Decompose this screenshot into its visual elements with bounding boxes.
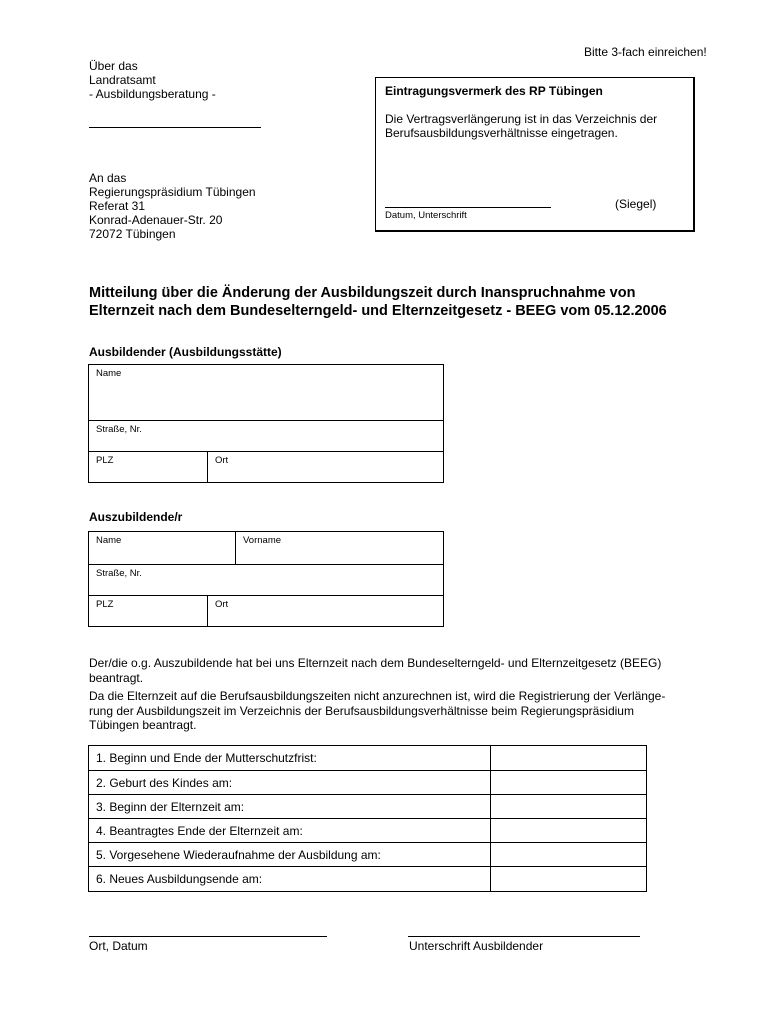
sender-signature-line (89, 127, 261, 128)
document-title (89, 284, 667, 320)
submit-note: Bitte 3-fach einreichen! (584, 45, 707, 59)
street-label: Straße, Nr. (96, 424, 142, 435)
place-date-label: Ort, Datum (89, 939, 148, 953)
trainee-street-field[interactable] (89, 564, 443, 596)
body-line: beantragt. (89, 670, 144, 685)
first-name-label: Vorname (243, 535, 282, 546)
body-line: Der/die o.g. Auszubildende hat bei uns Elternzeit nach dem Bundeselterngeld- und Elternzeitgesetz (BEEG) (89, 656, 662, 670)
zip-label: PLZ (96, 455, 114, 466)
registration-text-line: Berufsausbildungsverhältnisse eingetragen. (385, 126, 618, 140)
row-label: 3. Beginn der Elternzeit am: (96, 800, 245, 814)
date-signature-label: Datum, Unterschrift (385, 210, 467, 221)
row-value-field[interactable] (490, 746, 647, 770)
body-line: rung der Ausbildungszeit im Verzeichnis der Berufsausbildungsverhältnisse beim Regierungspräsidium (89, 703, 634, 718)
trainer-name-field[interactable] (89, 365, 443, 420)
row-value-field[interactable] (490, 795, 647, 818)
registration-text-line: Die Vertragsverlängerung ist in das Verzeichnis der (385, 112, 658, 126)
sender-line: Über das (89, 59, 138, 73)
row-value-field[interactable] (490, 819, 647, 842)
trainee-city-field[interactable] (207, 595, 444, 627)
row-label: 4. Beantragtes Ende der Elternzeit am: (96, 824, 303, 838)
row-label: 2. Geburt des Kindes am: (96, 776, 233, 790)
trainee-zip-field[interactable] (89, 595, 207, 627)
trainer-heading: Ausbildender (Ausbildungsstätte) (89, 345, 282, 359)
title-line: Elternzeit nach dem Bundeselterngeld- und Elternzeitgesetz - BEEG vom 05.12.2006 (89, 303, 667, 319)
recipient-address (89, 171, 256, 241)
trainer-city-field[interactable] (207, 451, 444, 483)
trainer-zip-field[interactable] (89, 451, 207, 483)
registration-signature-line (385, 207, 551, 208)
signature-line[interactable] (408, 936, 640, 937)
sender-line: - Ausbildungsberatung - (89, 87, 216, 101)
name-label: Name (96, 535, 122, 546)
recipient-line: An das (89, 171, 127, 185)
row-value-field[interactable] (490, 771, 647, 794)
recipient-line: Konrad-Adenauer-Str. 20 (89, 213, 223, 227)
table-row (89, 818, 646, 842)
registration-title: Eintragungsvermerk des RP Tübingen (385, 84, 603, 98)
name-label: Name (96, 368, 122, 379)
trainee-heading: Auszubildende/r (89, 510, 183, 524)
body-line: Tübingen beantragt. (89, 718, 197, 732)
body-paragraph-1 (89, 656, 729, 685)
body-line: Da die Elternzeit auf die Berufsausbildungszeiten nicht anzurechnen ist, wird die Registrierung der Verlänge- (89, 689, 666, 703)
trainee-firstname-field[interactable] (235, 532, 444, 564)
street-label: Straße, Nr. (96, 568, 142, 579)
sender-line: Landratsamt (89, 73, 156, 87)
trainer-street-field[interactable] (89, 420, 443, 452)
row-label: 1. Beginn und Ende der Mutterschutzfrist: (96, 751, 317, 765)
seal-label: (Siegel) (615, 197, 657, 211)
recipient-line: 72072 Tübingen (89, 227, 176, 241)
title-line: Mitteilung über die Änderung der Ausbildungszeit durch Inanspruchnahme von (89, 285, 636, 301)
place-date-line[interactable] (89, 936, 327, 937)
registration-text (385, 112, 657, 140)
row-label: 5. Vorgesehene Wiederaufnahme der Ausbildung am: (96, 848, 381, 862)
signature-label: Unterschrift Ausbildender (409, 939, 544, 953)
sender-address (89, 59, 216, 101)
city-label: Ort (215, 455, 229, 466)
row-value-field[interactable] (490, 843, 647, 866)
recipient-line: Referat 31 (89, 199, 146, 213)
table-row (89, 842, 646, 866)
zip-label: PLZ (96, 599, 114, 610)
trainee-form (88, 531, 444, 627)
table-row (89, 794, 646, 818)
recipient-line: Regierungspräsidium Tübingen (89, 185, 256, 199)
dates-table (88, 745, 647, 892)
body-paragraph-2 (89, 689, 729, 733)
table-row (89, 746, 646, 770)
table-row (89, 866, 646, 891)
city-label: Ort (215, 599, 229, 610)
trainer-form (88, 364, 444, 483)
registration-box (375, 77, 695, 232)
table-row (89, 770, 646, 794)
row-label: 6. Neues Ausbildungsende am: (96, 872, 263, 886)
trainee-name-field[interactable] (89, 532, 235, 564)
row-value-field[interactable] (490, 867, 647, 891)
